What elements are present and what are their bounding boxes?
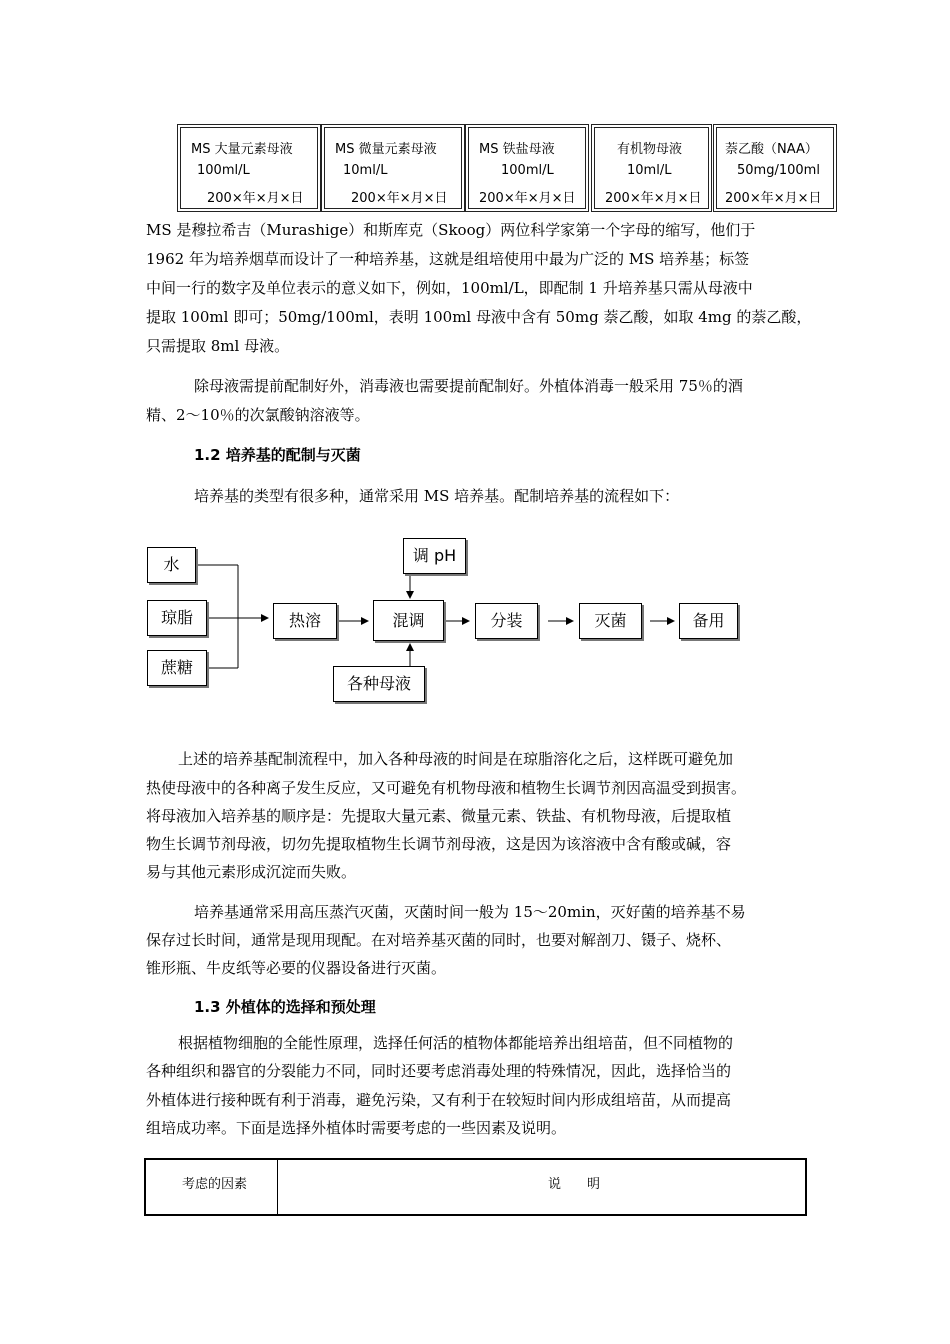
label-name: 有机物母液 [617, 142, 683, 157]
para4-line: 物生长调节剂母液，切勿先提取植物生长调节剂母液，这是因为该溶液中含有酸或碱，容 [146, 835, 732, 853]
para2-line: 精、2～10％的次氯酸钠溶液等。 [146, 406, 370, 424]
para5-line: 培养基通常采用高压蒸汽灭菌，灭菌时间一般为 15～20min，灭好菌的培养基不易 [194, 903, 746, 921]
para4-line: 上述的培养基配制流程中，加入各种母液的时间是在琼脂溶化之后，这样既可避免加 [178, 750, 734, 768]
para1-line: 只需提取 8ml 母液。 [146, 337, 290, 355]
para4-line: 热使母液中的各种离子发生反应，又可避免有机物母液和植物生长调节剂因高温受到损害。 [146, 779, 747, 797]
label-date: 200×年×月×日 [605, 191, 702, 206]
para6-line: 根据植物细胞的全能性原理，选择任何活的植物体都能培养出组培苗，但不同植物的 [178, 1034, 734, 1052]
para1-line: 提取 100ml 即可；50mg/100ml，表明 100ml 母液中含有 50mg 萘乙酸，如取 4mg 的萘乙酸， [146, 308, 812, 326]
label-date: 200×年×月×日 [725, 191, 822, 206]
para6-line: 外植体进行接种既有利于消毒，避免污染，又有利于在较短时间内形成组培苗，从而提高 [146, 1091, 732, 1109]
para1-line: 中间一行的数字及单位表示的意义如下，例如，100ml/L，即配制 1 升培养基只需从母液中 [146, 279, 753, 297]
label-date: 200×年×月×日 [207, 191, 304, 206]
para6-line: 各种组织和器官的分裂能力不同，同时还要考虑消毒处理的特殊情况，因此，选择恰当的 [146, 1062, 732, 1080]
heading-1-3: 1.3 外植体的选择和预处理 [194, 998, 376, 1016]
para1-line: MS 是穆拉希吉（Murashige）和斯库克（Skoog）两位科学家第一个字母的缩写，他们于 [146, 221, 756, 239]
label-volume: 100ml/L [197, 163, 250, 178]
label-name: MS 微量元素母液 [335, 142, 437, 157]
heading-1-2: 1.2 培养基的配制与灭菌 [194, 446, 361, 464]
flow-node-ph: 调 pH [403, 538, 466, 574]
flow-node-mother-liquors: 各种母液 [333, 666, 425, 702]
flow-node-mix: 混调 [373, 600, 444, 641]
label-name: 萘乙酸（NAA） [725, 142, 818, 157]
para4-line: 易与其他元素形成沉淀而失败。 [146, 863, 357, 881]
label-name: MS 铁盐母液 [479, 142, 555, 157]
table-header-description [278, 1160, 805, 1214]
label-volume: 100ml/L [501, 163, 554, 178]
para5-line: 保存过长时间，通常是现用现配。在对培养基灭菌的同时，也要对解剖刀、镊子、烧杯、 [146, 931, 732, 949]
flow-node-dissolve: 热溶 [273, 603, 337, 639]
para3: 培养基的类型有很多种，通常采用 MS 培养基。配制培养基的流程如下： [194, 487, 680, 505]
flow-node-dispense: 分装 [475, 603, 538, 639]
flow-node-sterilize: 灭菌 [579, 603, 642, 639]
flow-node-water: 水 [147, 547, 196, 583]
label-volume: 10ml/L [343, 163, 388, 178]
flow-node-standby: 备用 [679, 603, 738, 639]
explant-factors-table [144, 1158, 807, 1216]
para4-line: 将母液加入培养基的顺序是：先提取大量元素、微量元素、铁盐、有机物母液，后提取植 [146, 807, 732, 825]
label-volume: 50mg/100ml [737, 163, 820, 178]
table-header-factor [146, 1160, 278, 1214]
para2-line: 除母液需提前配制好外，消毒液也需要提前配制好。外植体消毒一般采用 75％的酒 [194, 377, 743, 395]
flow-node-agar: 琼脂 [147, 600, 207, 636]
label-date: 200×年×月×日 [351, 191, 448, 206]
label-date: 200×年×月×日 [479, 191, 576, 206]
para5-line: 锥形瓶、牛皮纸等必要的仪器设备进行灭菌。 [146, 959, 447, 977]
label-name: MS 大量元素母液 [191, 142, 293, 157]
label-volume: 10ml/L [627, 163, 672, 178]
para1-line: 1962 年为培养烟草而设计了一种培养基，这就是组培使用中最为广泛的 MS 培养基；标签 [146, 250, 750, 268]
table-header-description-label: 说 明 [548, 1177, 601, 1192]
para6-line: 组培成功率。下面是选择外植体时需要考虑的一些因素及说明。 [146, 1119, 567, 1137]
table-header-factor-label: 考虑的因素 [182, 1177, 248, 1192]
flow-node-sucrose: 蔗糖 [147, 650, 207, 686]
